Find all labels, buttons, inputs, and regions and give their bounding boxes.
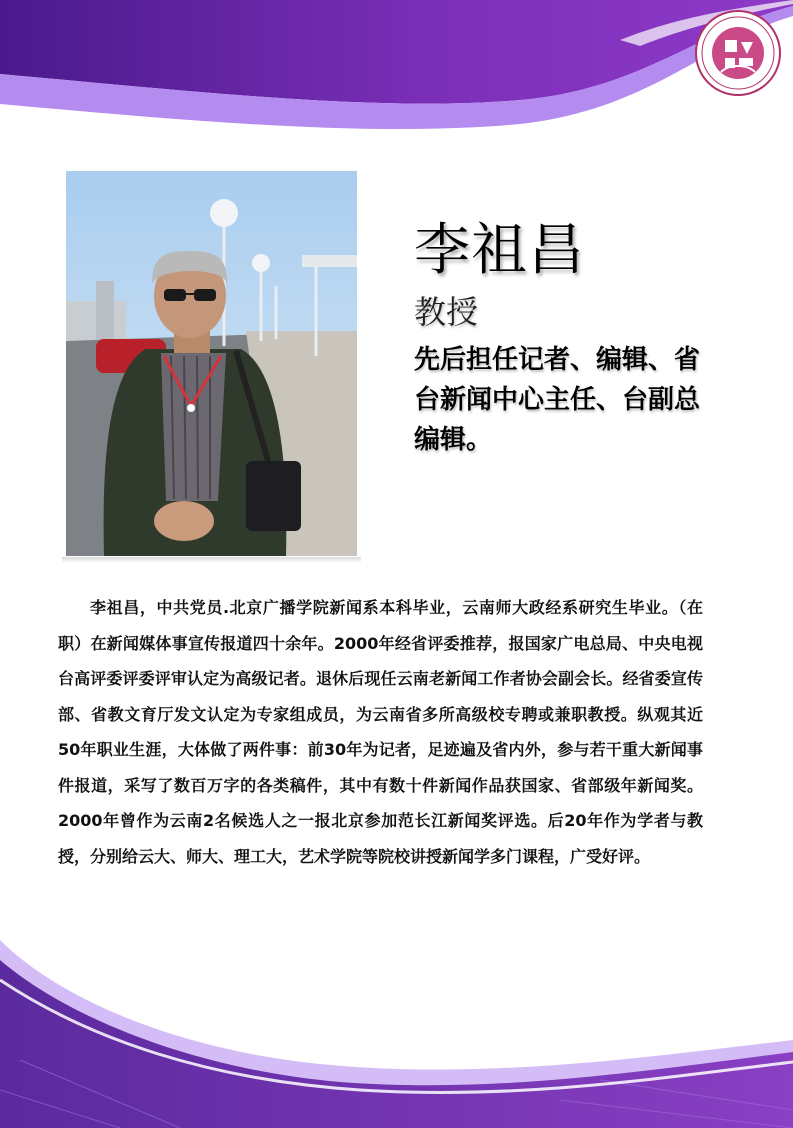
header-wave-decoration [0, 0, 793, 140]
portrait-photo [66, 171, 357, 556]
university-seal-logo [695, 10, 781, 96]
profile-title: 教授 [414, 293, 479, 331]
profile-summary: 先后担任记者、编辑、省台新闻中心主任、台副总编辑。 [414, 345, 701, 455]
photo-shadow [62, 557, 361, 563]
footer-wave-decoration [0, 940, 793, 1128]
profile-name: 李祖昌 [414, 218, 585, 283]
biography-paragraph: 李祖昌，中共党员.北京广播学院新闻系本科毕业，云南师大政经系研究生毕业。（在职）在新闻媒体事宣传报道四十余年。2000年经省评委推荐，报国家广电总局、中央电视台高评委评委评审认定为高级记者。退休后现任云南老新闻工作者协会副会长。经省委宣传部、省教文育厅发文认定为专家组成员，为云南省多所高级校专聘或兼职教授。纵观其近50年职业生涯，大体做了两件事：前30年为记者，足迹遍及省内外，参与若干重大新闻事件报道，采写了数百万字的各类稿件，其中有数十件新闻作品获国家、省部级年新闻奖。2000年曾作为云南2名候选人之一报北京参加范长江新闻奖评选。后20年作为学者与教授，分别给云大、师大、理工大，艺术学院等院校讲授新闻学多门课程，广受好评。 [58, 598, 703, 866]
